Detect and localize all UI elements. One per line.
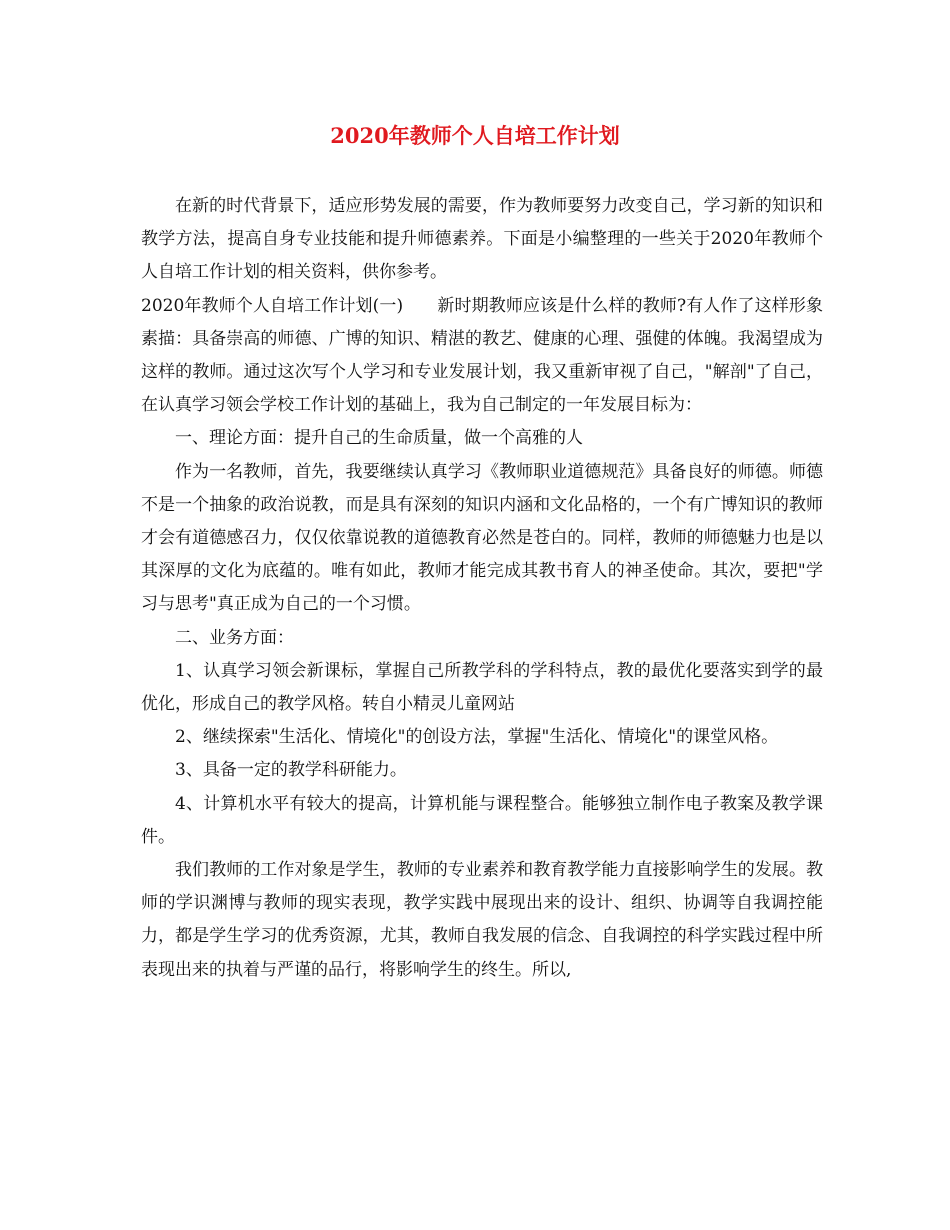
list-item: 1、认真学习领会新课标，掌握自己所教学科的学科特点，教的最优化要落实到学的最优化，形成自己的教学风格。转自小精灵儿童网站 [141,660,823,715]
document-body [141,190,823,987]
body-paragraph: 我们教师的工作对象是学生，教师的专业素养和教育教学能力直接影响学生的发展。教师的学识渊博与教师的现实表现，教学实践中展现出来的设计、组织、协调等自我调控能力，都是学生学习的优秀资源，尤其，教师自我发展的信念、自我调控的科学实践过程中所表现出来的执着与严谨的品行，将影响学生的终生。所以, [141,860,823,980]
section-heading: 一、理论方面：提升自己的生命质量，做一个高雅的人 [175,428,583,449]
list-item: 3、具备一定的教学科研能力。 [175,760,407,781]
section-heading: 二、业务方面： [175,627,294,648]
body-paragraph: 2020年教师个人自培工作计划(一) 新时期教师应该是什么样的教师?有人作了这样形象素描：具备崇高的师德、广博的知识、精湛的教艺、健康的心理、强健的体魄。我渴望成为这样的教师。通过这次写个人学习和专业发展计划，我又重新审视了自己，"解剖"了自己，在认真学习领会学校工作计划的基础上，我为自己制定的一年发展目标为： [141,295,823,416]
list-item: 4、计算机水平有较大的提高，计算机能与课程整合。能够独立制作电子教案及教学课件。 [141,793,823,847]
body-paragraph: 在新的时代背景下，适应形势发展的需要，作为教师要努力改变自己，学习新的知识和教学方法，提高自身专业技能和提升师德素养。下面是小编整理的一些关于2020年教师个人自培工作计划的相关资料，供你参考。 [141,196,823,283]
body-paragraph: 作为一名教师，首先，我要继续认真学习《教师职业道德规范》具备良好的师德。师德不是一个抽象的政治说教，而是具有深刻的知识内涵和文化品格的，一个有广博知识的教师才会有道德感召力，仅仅依靠说教的道德教育必然是苍白的。同样，教师的师德魅力也是以其深厚的文化为底蕴的。唯有如此，教师才能完成其教书育人的神圣使命。其次，要把"学习与思考"真正成为自己的一个习惯。 [141,461,823,615]
document-title: 2020年教师个人自培工作计划 [330,123,620,148]
list-item: 2、继续探索"生活化、情境化"的创设方法，掌握"生活化、情境化"的课堂风格。 [175,727,779,748]
